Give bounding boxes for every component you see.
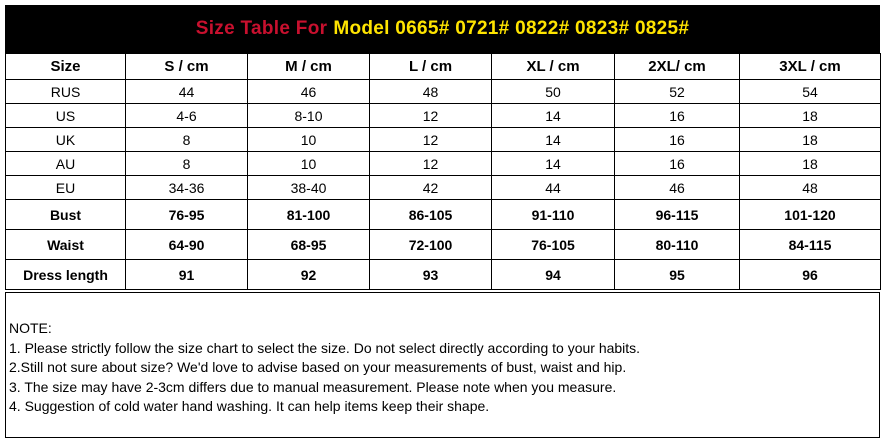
table-row (6, 104, 881, 128)
table-cell: 81-100 (248, 200, 370, 230)
table-cell: 72-100 (370, 230, 492, 260)
table-cell: 96 (740, 260, 881, 290)
table-cell: 14 (492, 152, 615, 176)
table-row (6, 176, 881, 200)
table-cell: 92 (248, 260, 370, 290)
table-cell: 18 (740, 128, 881, 152)
table-cell: 34-36 (126, 176, 248, 200)
table-cell: 12 (370, 104, 492, 128)
table-cell: 93 (370, 260, 492, 290)
table-cell: 50 (492, 80, 615, 104)
table-cell: 54 (740, 80, 881, 104)
header-cell: 2XL/ cm (615, 54, 740, 80)
table-cell: 10 (248, 152, 370, 176)
table-cell: 95 (615, 260, 740, 290)
title-banner (5, 5, 880, 53)
table-row (6, 152, 881, 176)
header-cell: 3XL / cm (740, 54, 881, 80)
table-cell: 14 (492, 104, 615, 128)
table-cell: 18 (740, 152, 881, 176)
table-row (6, 80, 881, 104)
table-cell: 8-10 (248, 104, 370, 128)
row-label: Dress length (6, 260, 126, 290)
row-label: UK (6, 128, 126, 152)
table-cell: 44 (126, 80, 248, 104)
notes-box (5, 292, 880, 438)
note-item: 4. Suggestion of cold water hand washing. It can help items keep their shape. (9, 398, 490, 414)
row-label: AU (6, 152, 126, 176)
size-table (5, 53, 881, 290)
table-cell: 76-105 (492, 230, 615, 260)
note-item: 1. Please strictly follow the size chart to select the size. Do not select directly according to your habits. (9, 339, 641, 356)
row-label: RUS (6, 80, 126, 104)
table-cell: 91 (126, 260, 248, 290)
banner-title-part2: Model 0665# 0721# 0822# 0823# 0825# (333, 18, 690, 39)
table-cell: 16 (615, 128, 740, 152)
table-cell: 4-6 (126, 104, 248, 128)
table-cell: 8 (126, 128, 248, 152)
header-cell: S / cm (126, 54, 248, 80)
table-row (6, 200, 881, 230)
table-cell: 12 (370, 152, 492, 176)
table-cell: 52 (615, 80, 740, 104)
table-cell: 76-95 (126, 200, 248, 230)
table-cell: 38-40 (248, 176, 370, 200)
table-cell: 96-115 (615, 200, 740, 230)
table-cell: 84-115 (740, 230, 881, 260)
table-cell: 64-90 (126, 230, 248, 260)
table-cell: 42 (370, 176, 492, 200)
table-row (6, 260, 881, 290)
row-label: EU (6, 176, 126, 200)
notes-title: NOTE: (9, 320, 52, 336)
table-cell: 46 (615, 176, 740, 200)
table-cell: 46 (248, 80, 370, 104)
table-header-row (6, 54, 881, 80)
table-cell: 48 (370, 80, 492, 104)
table-cell: 48 (740, 176, 881, 200)
header-cell: L / cm (370, 54, 492, 80)
note-item: 3. The size may have 2-3cm differs due to manual measurement. Please note when you measure. (9, 378, 617, 395)
note-item: 2.Still not sure about size? We'd love to advise based on your measurements of bust, waist and hip. (9, 359, 627, 375)
banner-title-part1: Size Table For (195, 18, 328, 39)
table-cell: 14 (492, 128, 615, 152)
row-label: Bust (6, 200, 126, 230)
table-cell: 91-110 (492, 200, 615, 230)
row-label: US (6, 104, 126, 128)
table-cell: 86-105 (370, 200, 492, 230)
table-cell: 80-110 (615, 230, 740, 260)
header-cell: XL / cm (492, 54, 615, 80)
table-cell: 16 (615, 152, 740, 176)
header-cell: M / cm (248, 54, 370, 80)
table-cell: 12 (370, 128, 492, 152)
table-cell: 44 (492, 176, 615, 200)
table-cell: 18 (740, 104, 881, 128)
table-row (6, 128, 881, 152)
table-cell: 8 (126, 152, 248, 176)
table-cell: 10 (248, 128, 370, 152)
table-cell: 94 (492, 260, 615, 290)
table-row (6, 230, 881, 260)
table-cell: 16 (615, 104, 740, 128)
row-label: Waist (6, 230, 126, 260)
table-cell: 101-120 (740, 200, 881, 230)
header-cell: Size (6, 54, 126, 80)
table-cell: 68-95 (248, 230, 370, 260)
